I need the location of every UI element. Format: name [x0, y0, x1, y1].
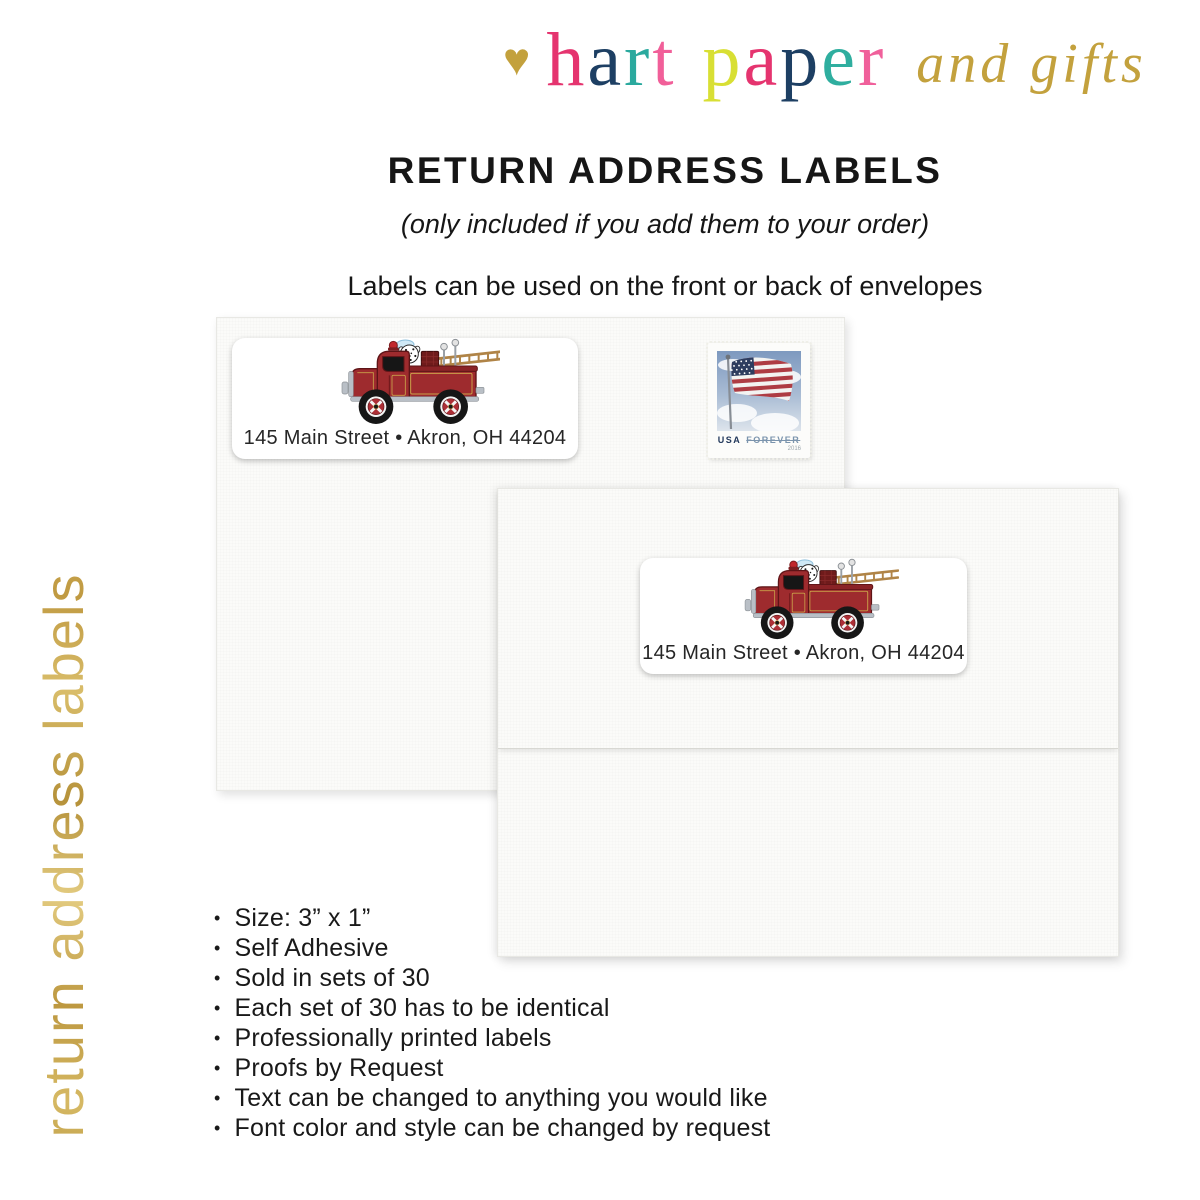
list-item	[214, 993, 770, 1023]
brand-letter: p	[780, 18, 822, 102]
fire-truck-illustration	[727, 558, 899, 641]
brand-letter: a	[743, 18, 781, 102]
list-item	[214, 903, 770, 933]
detail-text: Sold in sets of 30	[234, 964, 430, 992]
flag-photo	[717, 351, 801, 431]
list-item	[214, 933, 770, 963]
brand-letter: e	[821, 18, 858, 102]
us-flag-stamp	[708, 343, 810, 458]
list-item	[214, 1053, 770, 1083]
brand-logo	[503, 18, 1147, 102]
bullet-icon: •	[214, 968, 221, 988]
stamp-forever-text: FOREVER	[746, 435, 801, 445]
stamp-year: 2016	[787, 446, 801, 452]
detail-text: Each set of 30 has to be identical	[234, 994, 610, 1022]
detail-text: Self Adhesive	[234, 934, 389, 962]
pole-finial	[726, 355, 731, 360]
bullet-icon: •	[214, 1088, 221, 1108]
list-item	[214, 963, 770, 993]
list-item	[214, 1113, 770, 1143]
detail-text: Text can be changed to anything you would like	[234, 1084, 768, 1112]
vertical-side-title: return address labels	[20, 520, 108, 1190]
detail-text: Professionally printed labels	[234, 1024, 552, 1052]
page-subtitle: (only included if you add them to your order)	[400, 209, 930, 239]
return-address-label-back	[640, 558, 967, 674]
product-details-list	[214, 903, 770, 1143]
brand-letter: r	[624, 18, 653, 102]
brand-letter: h	[546, 18, 588, 102]
brand-suffix: and gifts	[916, 33, 1147, 95]
brand-word-hart	[546, 18, 677, 102]
list-item	[214, 1023, 770, 1053]
bullet-icon: •	[214, 1028, 221, 1048]
detail-text: Font color and style can be changed by request	[234, 1114, 771, 1142]
heart-icon: ♥	[503, 33, 531, 85]
detail-text: Size: 3” x 1”	[234, 904, 371, 932]
page-title: RETURN ADDRESS LABELS	[387, 150, 943, 191]
detail-text: Proofs by Request	[234, 1054, 444, 1082]
bullet-icon: •	[214, 1118, 221, 1138]
header-block	[70, 150, 1200, 302]
bullet-icon: •	[214, 998, 221, 1018]
address-text: 145 Main Street • Akron, OH 44204	[243, 427, 567, 449]
brand-letter: p	[702, 18, 744, 102]
bullet-icon: •	[214, 1058, 221, 1078]
bullet-icon: •	[214, 938, 221, 958]
brand-letter: t	[652, 18, 677, 102]
fire-truck-illustration	[328, 338, 500, 426]
address-text: 145 Main Street • Akron, OH 44204	[642, 642, 965, 664]
list-item	[214, 1083, 770, 1113]
bullet-icon: •	[214, 908, 221, 928]
usage-note: Labels can be used on the front or back of envelopes	[347, 271, 983, 301]
stamp-caption	[717, 435, 801, 445]
brand-letter: r	[857, 18, 887, 102]
brand-letter: a	[587, 18, 625, 102]
stamp-usa-text: USA	[717, 435, 742, 445]
brand-word-paper	[702, 18, 887, 102]
return-address-label-front	[232, 338, 578, 459]
